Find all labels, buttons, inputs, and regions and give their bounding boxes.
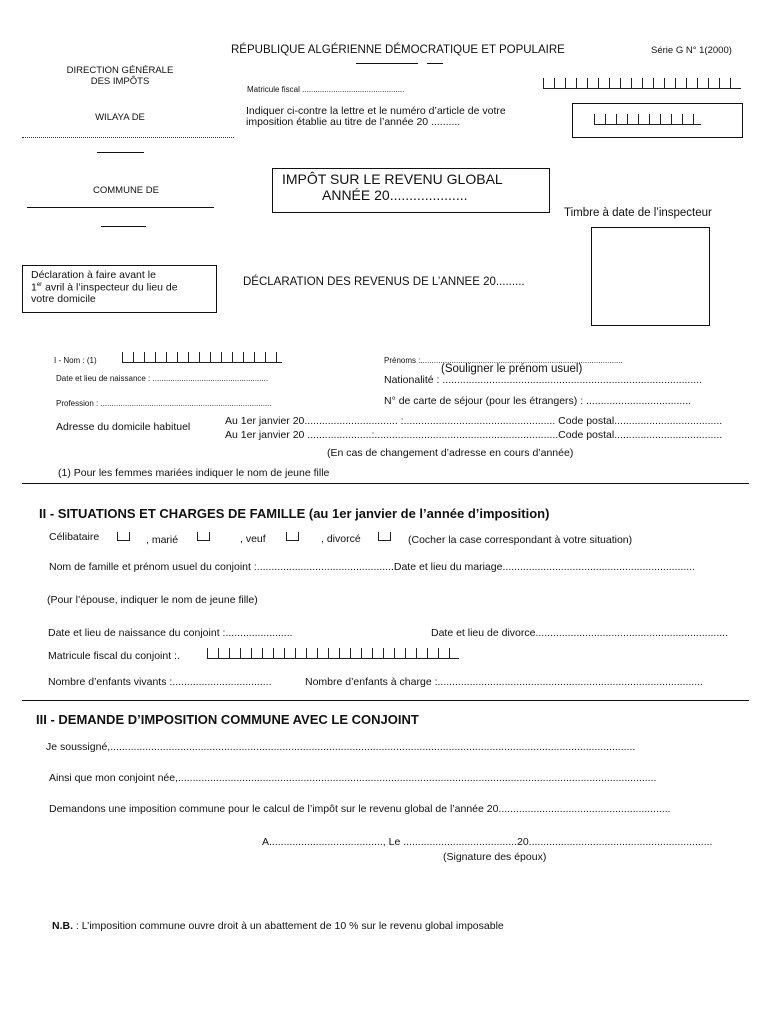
commune-short-rule: [101, 226, 146, 227]
matricule-conjoint-label: Matricule fiscal du conjoint :.: [48, 650, 180, 662]
section1-divider: [22, 483, 749, 484]
republic-underline-2: [427, 63, 443, 64]
veuf-label: , veuf: [240, 533, 266, 545]
title-line-1: IMPÔT SUR LE REVENU GLOBAL: [282, 171, 503, 187]
serie-label: Série G N° 1(2000): [651, 45, 732, 56]
commune-label: COMMUNE DE: [93, 185, 159, 196]
matricule-label: Matricule fiscal ..............................................: [247, 85, 405, 94]
article-number-input[interactable]: [594, 114, 701, 125]
changement-note: (En cas de changement d’adresse en cours d’année): [327, 447, 574, 459]
direction-line-1: DIRECTION GÉNÉRALE: [66, 65, 174, 76]
matricule-conjoint-input[interactable]: [207, 648, 459, 659]
conjoint-nee-field[interactable]: Ainsi que mon conjoint née,....................................................................................................................................................................: [49, 772, 657, 784]
timbre-label: Timbre à date de l’inspecteur: [564, 207, 712, 219]
republic-heading: RÉPUBLIQUE ALGÉRIENNE DÉMOCRATIQUE ET POPULAIRE: [231, 44, 565, 56]
naissance-field[interactable]: Date et lieu de naissance : ....................................................: [56, 374, 269, 383]
naissance-conjoint-field[interactable]: Date et lieu de naissance du conjoint :.......................: [48, 627, 293, 639]
souligner-note: (Souligner le prénom usuel): [441, 363, 583, 375]
wilaya-short-rule: [97, 152, 144, 153]
prenoms-field[interactable]: Prénoms :...........................................................................................: [384, 356, 623, 365]
nationalite-field[interactable]: Nationalité : .........................................................................................: [384, 374, 702, 386]
carte-sejour-field[interactable]: N° de carte de séjour (pour les étrangers) : ....................................: [384, 395, 692, 407]
section2-title: II - SITUATIONS ET CHARGES DE FAMILLE (au 1er janvier de l’année d’imposition): [39, 506, 550, 521]
nom-input[interactable]: [122, 352, 282, 363]
conjoint-nom-field[interactable]: Nom de famille et prénom usuel du conjoint :...............................................Date et lieu du mariage..................................................................: [49, 561, 695, 573]
republic-underline-1: [356, 63, 418, 64]
section3-title: III - DEMANDE D’IMPOSITION COMMUNE AVEC LE CONJOINT: [36, 712, 419, 727]
notice-line-2: 1er avril à l’inspecteur du lieu de: [31, 281, 178, 294]
article-instruction-line-1: Indiquer ci-contre la lettre et le numéro d’article de votre: [246, 105, 506, 117]
divorce-label: , divorcé: [321, 533, 361, 545]
nom-label: I - Nom : (1): [54, 356, 97, 365]
enfants-charge-field[interactable]: Nombre d’enfants à charge :...........................................................................................: [305, 676, 703, 688]
soussigne-field[interactable]: Je soussigné,....................................................................................................................................................................................: [46, 741, 636, 753]
notice-line-1: Déclaration à faire avant le: [31, 269, 156, 281]
adresse-line-2[interactable]: Au 1er janvier 20 ......................:...............................................................Code postal.....................................: [225, 429, 723, 441]
notice-line-3: votre domicile: [31, 293, 96, 305]
wilaya-field[interactable]: [22, 137, 234, 138]
marie-label: , marié: [146, 534, 179, 546]
direction-line-2: DES IMPÔTS: [90, 76, 150, 87]
commune-field[interactable]: [27, 207, 214, 208]
celibataire-checkbox[interactable]: [117, 532, 130, 541]
lieu-date-field[interactable]: A......................................., Le .......................................20...............................................................: [262, 836, 713, 848]
matricule-fiscal-input[interactable]: [543, 78, 741, 89]
adresse-line-1[interactable]: Au 1er janvier 20................................ :.................................................... Code postal.....................................: [225, 415, 723, 427]
article-instruction-line-2: imposition établie au titre de l’année 20 ..........: [246, 116, 461, 128]
title-line-2: ANNÉE 20....................: [322, 187, 468, 203]
marie-checkbox[interactable]: [197, 532, 210, 541]
epouse-note: (Pour l’épouse, indiquer le nom de jeune fille): [47, 594, 258, 606]
timbre-stamp-box: [591, 227, 710, 326]
demandons-field[interactable]: Demandons une imposition commune pour le calcul de l’impôt sur le revenu global de l’année 20...........................................................: [49, 803, 671, 815]
section2-divider: [22, 700, 749, 701]
veuf-checkbox[interactable]: [286, 532, 299, 541]
celibataire-label: Célibataire: [49, 531, 100, 543]
section1-footnote: (1) Pour les femmes mariées indiquer le nom de jeune fille: [58, 467, 330, 479]
enfants-vivants-field[interactable]: Nombre d’enfants vivants :..................................: [48, 676, 272, 688]
wilaya-label: WILAYA DE: [95, 112, 145, 123]
profession-field[interactable]: Profession : .............................................................................: [56, 399, 272, 408]
adresse-label: Adresse du domicile habituel: [56, 421, 191, 433]
divorce-checkbox[interactable]: [378, 532, 391, 541]
cocher-note: (Cocher la case correspondant à votre situation): [408, 534, 633, 546]
declaration-title: DÉCLARATION DES REVENUS DE L’ANNEE 20.........: [243, 276, 525, 288]
divorce-date-field[interactable]: Date et lieu de divorce..................................................................: [431, 627, 729, 639]
nb-note: N.B. : L’imposition commune ouvre droit à un abattement de 10 % sur le revenu global imposable: [52, 920, 504, 932]
signature-label: (Signature des époux): [443, 851, 547, 863]
